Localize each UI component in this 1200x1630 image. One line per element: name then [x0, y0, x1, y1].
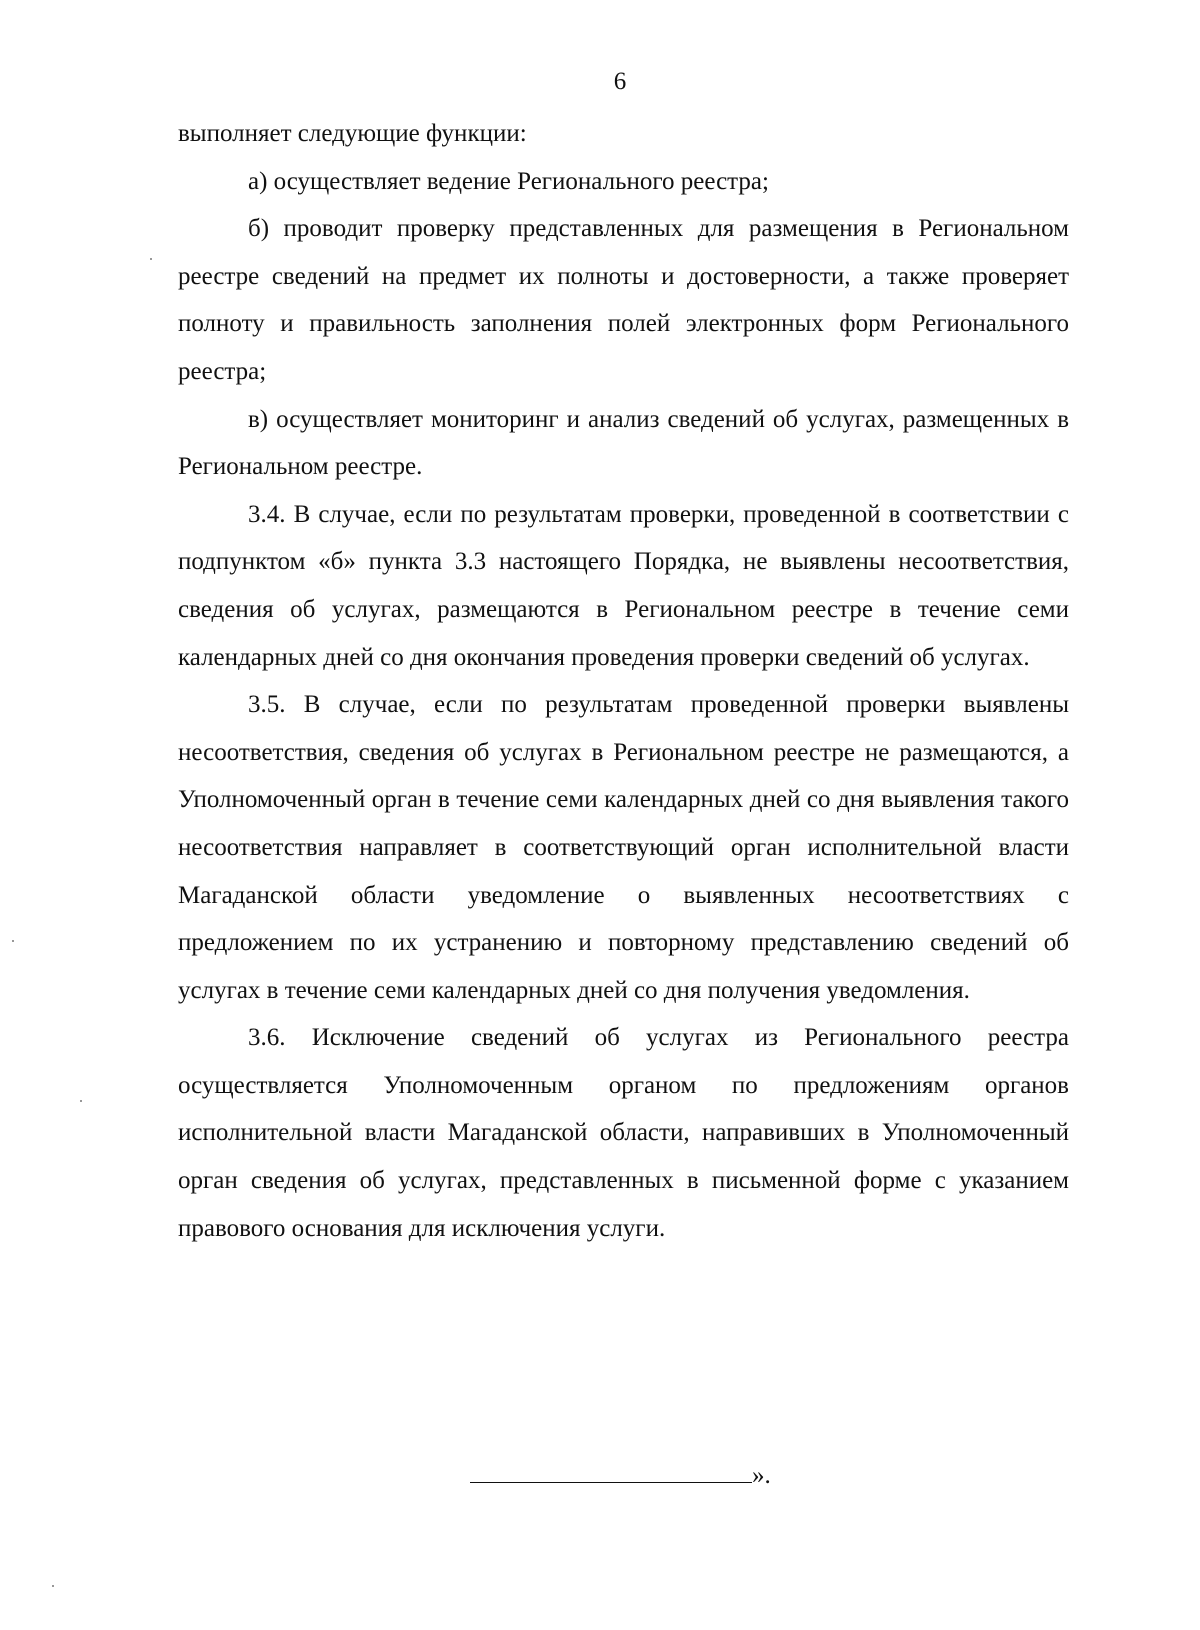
paragraph-item-v: в) осуществляет мониторинг и анализ сведений об услугах, размещенных в Региональном реестре.	[178, 405, 1069, 481]
paragraph-item-a: а) осуществляет ведение Регионального реестра;	[248, 167, 769, 195]
paragraph-3-5: 3.5. В случае, если по результатам проведенной проверки выявлены несоответствия, сведения об услугах в Региональном реестре не размещаются, а Уполномоченный орган в течение семи календарных дней со дня выявления такого несоответствия направляет в соответствующий орган исполнительной власти Магаданской области уведомление о выявленных несоответствиях с предложением по их устранению и повторному представлению сведений об услугах в течение семи календарных дней со дня получения уведомления.	[178, 691, 1069, 1004]
closing-line	[470, 1460, 771, 1492]
document-body	[178, 110, 1069, 1252]
paragraph-3-6: 3.6. Исключение сведений об услугах из Регионального реестра осуществляется Уполномоченным органом по предложениям органов исполнительной власти Магаданской области, направивших в Уполномоченный орган сведения об услугах, представленных в письменной форме с указанием правового основания для исключения услуги.	[178, 1024, 1069, 1242]
paragraph-3-4: 3.4. В случае, если по результатам проверки, проведенной в соответствии с подпунктом «б» пункта 3.3 настоящего Порядка, не выявлены несоответствия, сведения об услугах, размещаются в Региональном реестре в течение семи календарных дней со дня окончания проведения проверки сведений об услугах.	[178, 500, 1069, 671]
closing-quote: ».	[752, 1462, 771, 1489]
closing-underline	[470, 1462, 752, 1483]
scan-speck	[52, 1585, 54, 1587]
scan-speck	[12, 940, 14, 942]
page-number: 6	[613, 68, 627, 95]
scan-speck	[150, 258, 152, 260]
scan-speck	[80, 1100, 82, 1102]
paragraph-continuation: выполняет следующие функции:	[178, 120, 527, 147]
paragraph-item-b: б) проводит проверку представленных для размещения в Региональном реестре сведений на предмет их полноты и достоверности, а также проверяет полноту и правильность заполнения полей электронных форм Регионального реестра;	[178, 215, 1069, 385]
